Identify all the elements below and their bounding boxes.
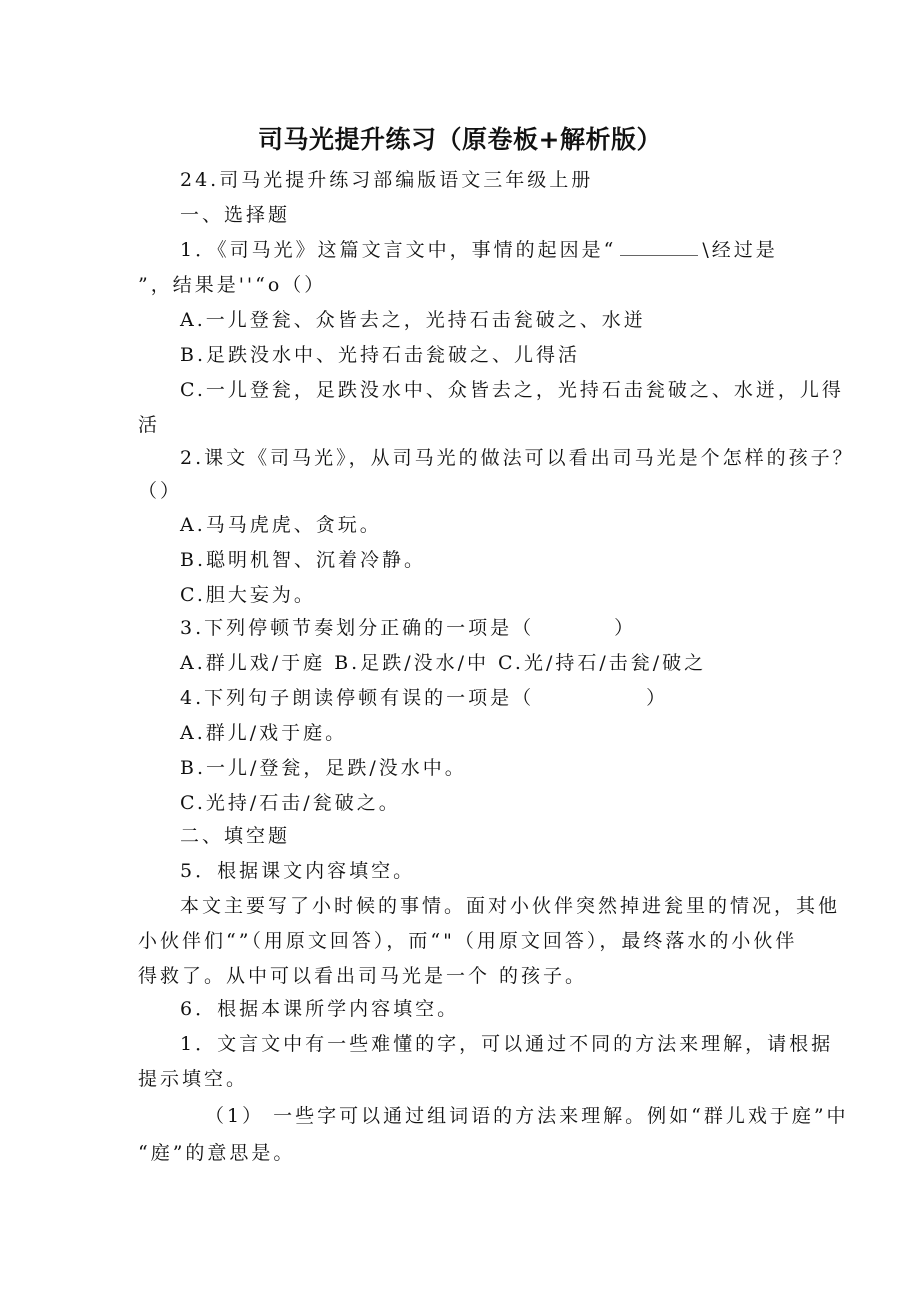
option-1a: A.一儿登瓮、众皆去之，光持石击瓮破之、水迸	[180, 309, 646, 331]
question-5-para-3: 得救了。从中可以看出司马光是一个 的孩子。	[138, 965, 588, 987]
question-1-text-cont: \经过是	[702, 239, 778, 261]
question-2-bracket: （）	[138, 480, 183, 502]
section-heading-fill: 二、填空题	[180, 825, 291, 847]
question-2: 2.课文《司马光》，从司马光的做法可以看出司马光是个怎样的孩子？	[180, 447, 855, 469]
question-4-text: 4.下列句子朗读停顿有误的一项是（	[180, 687, 535, 709]
question-1-line-2: ”，结果是''“o（）	[138, 274, 327, 296]
question-6-sub-1-cont: 提示填空。	[138, 1068, 249, 1090]
answer-blank[interactable]	[620, 241, 698, 256]
option-2a: A.马马虎虎、贪玩。	[180, 514, 382, 536]
option-1b: B.足跌没水中、光持石击瓮破之、儿得活	[180, 344, 581, 366]
question-3-close: ）	[614, 617, 637, 639]
question-6-part-1-cont: “庭”的意思是。	[138, 1142, 296, 1164]
option-4c: C.光持/石击/瓮破之。	[180, 792, 401, 814]
question-6: 6．根据本课所学内容填空。	[180, 998, 460, 1020]
question-3-text: 3.下列停顿节奏划分正确的一项是（	[180, 617, 535, 639]
section-heading-choice: 一、选择题	[180, 204, 291, 226]
option-2b: B.聪明机智、沉着冷静。	[180, 549, 427, 571]
question-1-line	[180, 238, 778, 262]
subtitle-line: 24.司马光提升练习部编版语文三年级上册	[180, 169, 594, 191]
option-4a: A.群儿/戏于庭。	[180, 722, 348, 744]
document-title: 司马光提升练习（原卷板+解析版）	[258, 125, 662, 154]
question-4	[180, 686, 668, 710]
options-3: A.群儿戏/于庭 B.足跌/没水/中 C.光/持石/击瓮/破之	[180, 652, 707, 674]
question-5-para-2: 小伙伴们“”（用原文回答），而“"（用原文回答），最终落水的小伙伴	[138, 930, 798, 952]
question-1-text: 1．《司马光》这篇文言文中，事情的起因是“	[180, 239, 617, 261]
option-4b: B.一儿/登瓮，足跌/没水中。	[180, 757, 467, 779]
question-6-sub-1: 1．文言文中有一些难懂的字，可以通过不同的方法来理解，请根据	[180, 1033, 834, 1055]
option-1c: C.一儿登瓮，足跌没水中、众皆去之，光持石击瓮破之、水迸，儿得	[180, 379, 844, 401]
question-5: 5．根据课文内容填空。	[180, 860, 416, 882]
question-4-close: ）	[646, 687, 669, 709]
option-1c-cont: 活	[138, 414, 161, 436]
question-6-part-1: （1） 一些字可以通过组词语的方法来理解。例如“群儿戏于庭”中	[205, 1105, 849, 1127]
option-2c: C.胆大妄为。	[180, 584, 316, 606]
question-5-para-1: 本文主要写了小时候的事情。面对小伙伴突然掉进瓮里的情况，其他	[180, 895, 841, 917]
question-3	[180, 616, 636, 640]
